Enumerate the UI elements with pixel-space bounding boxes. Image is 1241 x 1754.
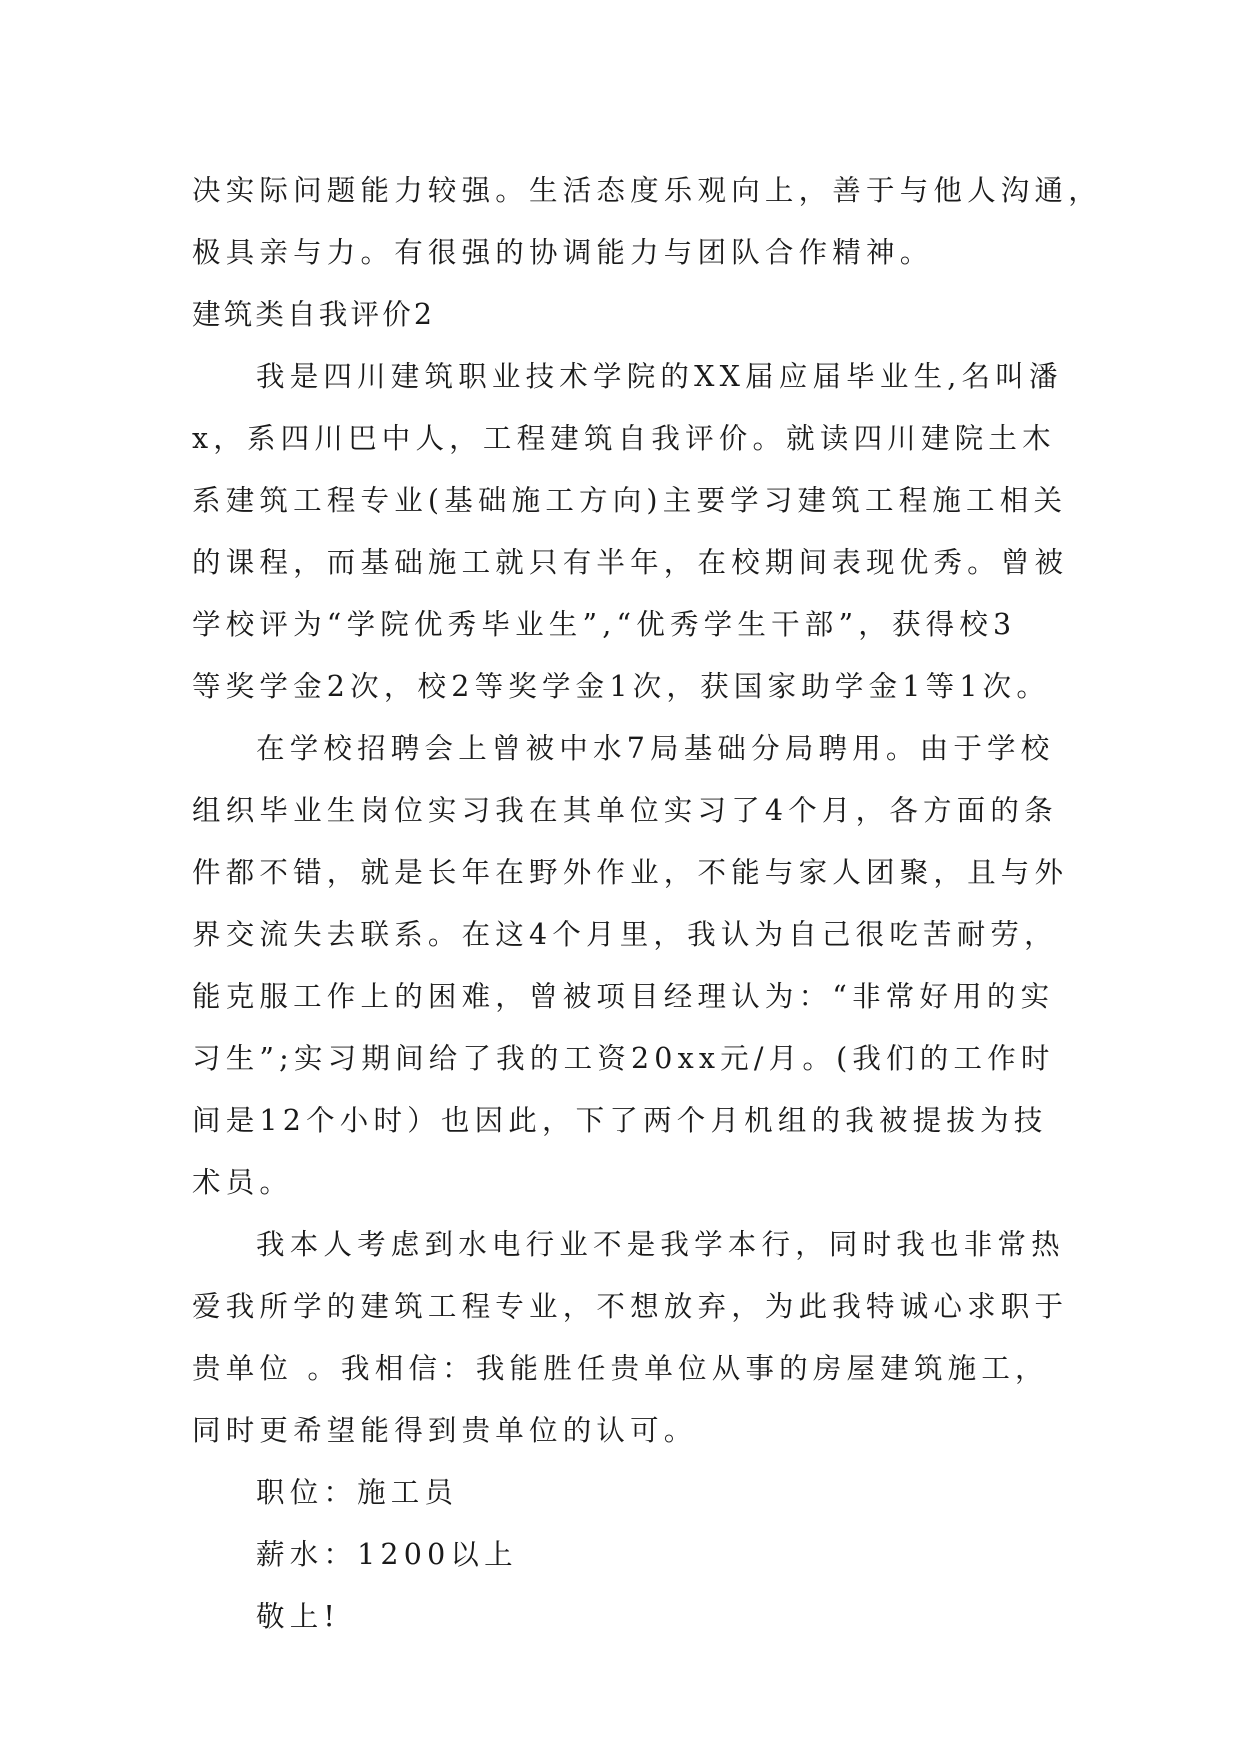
paragraph-application — [192, 1214, 1069, 1462]
paragraph-line: 学校评为“学院优秀毕业生”,“优秀学生干部”，获得校3 — [192, 608, 1017, 641]
closing-line: 敬上! — [256, 1600, 341, 1633]
paragraph-line: 界交流失去联系。在这4个月里，我认为自己很吃苦耐劳， — [192, 918, 1058, 951]
paragraph-internship — [192, 718, 1069, 1214]
position-line: 职位：施工员 — [256, 1476, 459, 1509]
paragraph-line: 件都不错，就是长年在野外作业，不能与家人团聚，且与外 — [192, 856, 1069, 889]
paragraph-line: 的课程，而基础施工就只有半年，在校期间表现优秀。曾被 — [192, 546, 1069, 579]
paragraph-line: 贵单位 。我相信：我能胜任贵单位从事的房屋建筑施工， — [192, 1352, 1049, 1385]
paragraph-line: 系建筑工程专业(基础施工方向)主要学习建筑工程施工相关 — [192, 484, 1068, 517]
paragraph-line: 能克服工作上的困难，曾被项目经理认为：“非常好用的实 — [192, 980, 1055, 1013]
paragraph-line: 我是四川建筑职业技术学院的XX届应届毕业生,名叫潘 — [256, 360, 1063, 393]
paragraph-line: 在学校招聘会上曾被中水7局基础分局聘用。由于学校 — [256, 732, 1055, 765]
paragraph-line: 爱我所学的建筑工程专业，不想放弃，为此我特诚心求职于 — [192, 1290, 1069, 1323]
paragraph-line: 术员。 — [192, 1166, 294, 1199]
paragraph-education — [192, 346, 1069, 718]
salary-line: 薪水：1200以上 — [256, 1538, 518, 1571]
paragraph-line: 同时更希望能得到贵单位的认可。 — [192, 1414, 698, 1447]
paragraph-line: 等奖学金2次，校2等奖学金1次，获国家助学金1等1次。 — [192, 670, 1051, 703]
paragraph-line: 习生”;实习期间给了我的工资20xx元/月。(我们的工作时 — [192, 1042, 1055, 1075]
paragraph-line: 组织毕业生岗位实习我在其单位实习了4个月，各方面的条 — [192, 794, 1058, 827]
document-body — [192, 160, 1102, 1648]
section-title: 建筑类自我评价2 — [192, 298, 436, 331]
paragraph-line: 我本人考虑到水电行业不是我学本行，同时我也非常热 — [256, 1228, 1065, 1261]
intro-line: 极具亲与力。有很强的协调能力与团队合作精神。 — [192, 236, 934, 269]
paragraph-line: 间是12个小时）也因此，下了两个月机组的我被提拔为技 — [192, 1104, 1048, 1137]
paragraph-line: x，系四川巴中人，工程建筑自我评价。就读四川建院土木 — [192, 422, 1056, 455]
intro-line: 决实际问题能力较强。生活态度乐观向上，善于与他人沟通， — [192, 174, 1102, 207]
